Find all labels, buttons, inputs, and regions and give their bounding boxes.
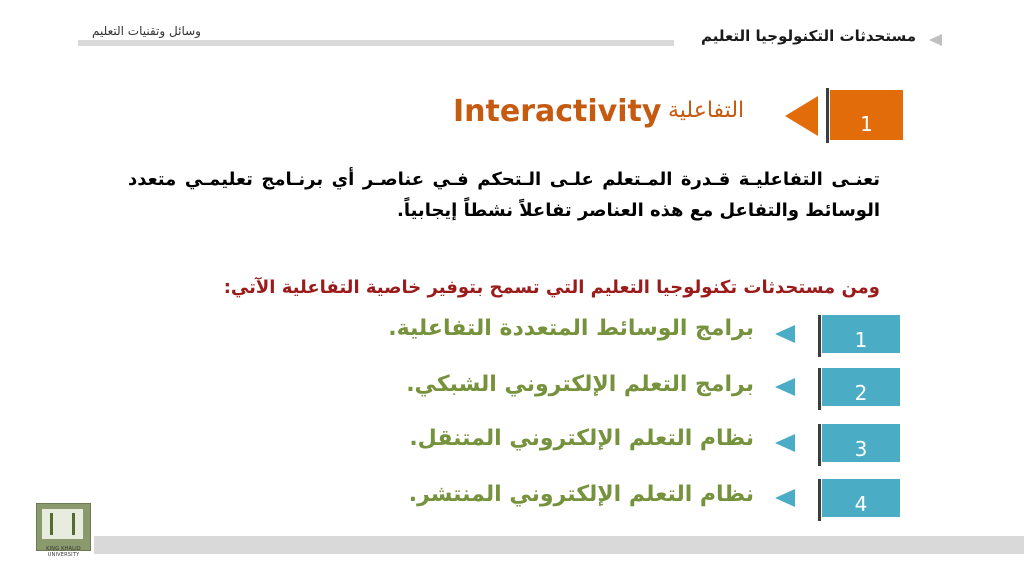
item-separator: [818, 368, 821, 410]
item-number-badge: 4: [822, 479, 900, 517]
bullet-triangle-icon: [775, 325, 795, 343]
item-text: برامج التعلم الإلكتروني الشبكي.: [406, 372, 754, 397]
title-separator: [826, 88, 829, 143]
bullet-triangle-icon: [775, 489, 795, 507]
item-text: برامج الوسائط المتعددة التفاعلية.: [388, 316, 754, 341]
title-english: Interactivity: [453, 94, 662, 129]
logo-caption: KING KHALID UNIVERSITY: [46, 546, 81, 558]
header-divider: [78, 40, 674, 46]
list-intro: ومن مستحدثات تكنولوجيا التعليم التي تسمح بتوفير خاصية التفاعلية الآتي:: [223, 277, 880, 298]
item-text: نظام التعلم الإلكتروني المتنقل.: [409, 426, 754, 451]
item-number-badge: 2: [822, 368, 900, 406]
header-triangle-icon: [929, 34, 942, 46]
title-number-badge: [830, 90, 903, 140]
title-arabic: التفاعلية: [668, 98, 745, 123]
logo-mark-icon: [50, 513, 75, 535]
item-separator: [818, 424, 821, 466]
title-arrow-icon: [785, 96, 818, 136]
item-text: نظام التعلم الإلكتروني المنتشر.: [408, 482, 754, 507]
definition-paragraph: تعنـى التفاعليـة قـدرة المـتعلم علـى الـتحكم فـي عناصـر أي برنـامج تعليمـي متعدد الوسائط والتفاعل مع هذه العناصر تفاعلاً نشطاً إيجابياً.: [128, 169, 880, 221]
bullet-triangle-icon: [775, 434, 795, 452]
item-separator: [818, 315, 821, 357]
item-number-badge: 1: [822, 315, 900, 353]
header-topic-title: مستحدثات التكنولوجيا التعليم: [700, 27, 916, 45]
bullet-triangle-icon: [775, 378, 795, 396]
header-course-title: وسائل وتقنيات التعليم: [92, 24, 201, 38]
footer-bar: [94, 536, 1024, 554]
item-number-badge: 3: [822, 424, 900, 462]
item-separator: [818, 479, 821, 521]
title-number: 1: [860, 112, 873, 136]
